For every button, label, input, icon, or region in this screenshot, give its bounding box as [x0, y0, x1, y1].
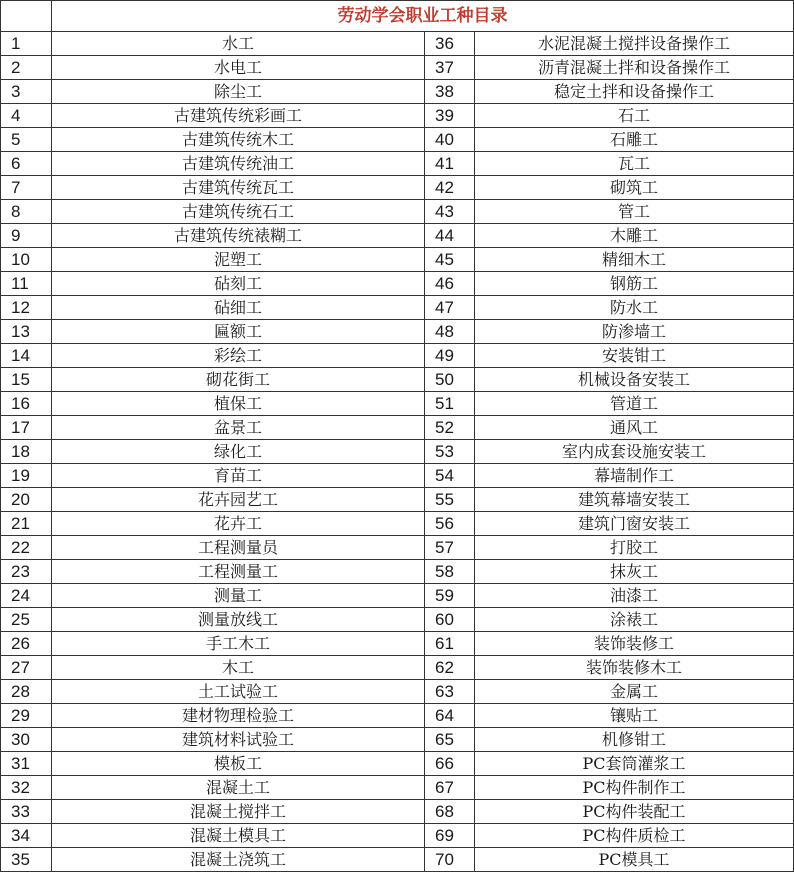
left-occupation-cell: 除尘工: [52, 80, 425, 104]
right-occupation-cell: 防渗墙工: [475, 320, 794, 344]
right-number-cell: 52: [425, 416, 475, 440]
table-row: [1, 176, 794, 200]
table-row: [1, 560, 794, 584]
table-row: [1, 368, 794, 392]
left-occupation-cell: 建材物理检验工: [52, 704, 425, 728]
left-occupation-cell: 花卉工: [52, 512, 425, 536]
right-number-cell: 70: [425, 848, 475, 872]
right-number-cell: 66: [425, 752, 475, 776]
right-occupation-cell: PC套筒灌浆工: [475, 752, 794, 776]
right-occupation-cell: 机械设备安装工: [475, 368, 794, 392]
right-number-cell: 36: [425, 32, 475, 56]
left-occupation-cell: 古建筑传统裱糊工: [52, 224, 425, 248]
left-number-cell: 13: [1, 320, 52, 344]
table-row: [1, 248, 794, 272]
table-row: [1, 608, 794, 632]
title-row: [1, 1, 794, 32]
left-number-cell: 11: [1, 272, 52, 296]
left-number-cell: 24: [1, 584, 52, 608]
left-occupation-cell: 古建筑传统石工: [52, 200, 425, 224]
left-number-cell: 16: [1, 392, 52, 416]
table-row: [1, 704, 794, 728]
table-row: [1, 512, 794, 536]
right-occupation-cell: 装饰装修木工: [475, 656, 794, 680]
right-occupation-cell: PC构件制作工: [475, 776, 794, 800]
left-number-cell: 10: [1, 248, 52, 272]
right-number-cell: 40: [425, 128, 475, 152]
left-number-cell: 8: [1, 200, 52, 224]
left-occupation-cell: 彩绘工: [52, 344, 425, 368]
right-number-cell: 64: [425, 704, 475, 728]
left-occupation-cell: 匾额工: [52, 320, 425, 344]
table-row: [1, 200, 794, 224]
right-occupation-cell: 安装钳工: [475, 344, 794, 368]
right-occupation-cell: 建筑门窗安装工: [475, 512, 794, 536]
table-row: [1, 680, 794, 704]
right-number-cell: 44: [425, 224, 475, 248]
right-occupation-cell: 石工: [475, 104, 794, 128]
right-number-cell: 50: [425, 368, 475, 392]
table-row: [1, 632, 794, 656]
right-number-cell: 63: [425, 680, 475, 704]
left-occupation-cell: 绿化工: [52, 440, 425, 464]
right-number-cell: 46: [425, 272, 475, 296]
left-number-cell: 19: [1, 464, 52, 488]
left-number-cell: 27: [1, 656, 52, 680]
left-number-cell: 33: [1, 800, 52, 824]
table-row: [1, 728, 794, 752]
left-number-cell: 18: [1, 440, 52, 464]
left-occupation-cell: 育苗工: [52, 464, 425, 488]
left-occupation-cell: 模板工: [52, 752, 425, 776]
corner-cell: [1, 1, 52, 32]
left-number-cell: 3: [1, 80, 52, 104]
left-occupation-cell: 混凝土浇筑工: [52, 848, 425, 872]
left-number-cell: 14: [1, 344, 52, 368]
right-number-cell: 58: [425, 560, 475, 584]
right-occupation-cell: 抹灰工: [475, 560, 794, 584]
table-row: [1, 128, 794, 152]
left-number-cell: 34: [1, 824, 52, 848]
right-occupation-cell: 石雕工: [475, 128, 794, 152]
left-occupation-cell: 混凝土搅拌工: [52, 800, 425, 824]
left-occupation-cell: 土工试验工: [52, 680, 425, 704]
right-occupation-cell: 金属工: [475, 680, 794, 704]
left-number-cell: 26: [1, 632, 52, 656]
right-number-cell: 51: [425, 392, 475, 416]
left-number-cell: 4: [1, 104, 52, 128]
table-row: [1, 824, 794, 848]
right-number-cell: 43: [425, 200, 475, 224]
left-occupation-cell: 木工: [52, 656, 425, 680]
left-occupation-cell: 水工: [52, 32, 425, 56]
right-occupation-cell: 精细木工: [475, 248, 794, 272]
right-occupation-cell: 稳定土拌和设备操作工: [475, 80, 794, 104]
table-row: [1, 80, 794, 104]
left-number-cell: 1: [1, 32, 52, 56]
left-number-cell: 6: [1, 152, 52, 176]
table-row: [1, 848, 794, 872]
left-number-cell: 29: [1, 704, 52, 728]
left-occupation-cell: 古建筑传统彩画工: [52, 104, 425, 128]
table-row: [1, 584, 794, 608]
left-number-cell: 32: [1, 776, 52, 800]
right-number-cell: 59: [425, 584, 475, 608]
table-row: [1, 344, 794, 368]
left-number-cell: 5: [1, 128, 52, 152]
table-row: [1, 752, 794, 776]
right-number-cell: 62: [425, 656, 475, 680]
left-number-cell: 35: [1, 848, 52, 872]
right-occupation-cell: 打胶工: [475, 536, 794, 560]
right-occupation-cell: 油漆工: [475, 584, 794, 608]
table-row: [1, 32, 794, 56]
right-number-cell: 37: [425, 56, 475, 80]
right-number-cell: 42: [425, 176, 475, 200]
right-occupation-cell: 建筑幕墙安装工: [475, 488, 794, 512]
right-occupation-cell: 水泥混凝土搅拌设备操作工: [475, 32, 794, 56]
right-occupation-cell: 镶贴工: [475, 704, 794, 728]
right-number-cell: 60: [425, 608, 475, 632]
right-number-cell: 56: [425, 512, 475, 536]
right-occupation-cell: 木雕工: [475, 224, 794, 248]
left-number-cell: 17: [1, 416, 52, 440]
table-row: [1, 152, 794, 176]
right-number-cell: 65: [425, 728, 475, 752]
right-occupation-cell: 瓦工: [475, 152, 794, 176]
left-occupation-cell: 工程测量员: [52, 536, 425, 560]
right-number-cell: 38: [425, 80, 475, 104]
left-occupation-cell: 盆景工: [52, 416, 425, 440]
left-number-cell: 25: [1, 608, 52, 632]
table-row: [1, 656, 794, 680]
table-row: [1, 488, 794, 512]
table-row: [1, 536, 794, 560]
right-occupation-cell: 幕墙制作工: [475, 464, 794, 488]
right-occupation-cell: 管道工: [475, 392, 794, 416]
left-occupation-cell: 砧刻工: [52, 272, 425, 296]
left-number-cell: 12: [1, 296, 52, 320]
table-row: [1, 416, 794, 440]
table-row: [1, 440, 794, 464]
table-row: [1, 224, 794, 248]
right-occupation-cell: 室内成套设施安装工: [475, 440, 794, 464]
right-occupation-cell: 涂裱工: [475, 608, 794, 632]
right-number-cell: 48: [425, 320, 475, 344]
table-row: [1, 104, 794, 128]
right-number-cell: 39: [425, 104, 475, 128]
right-number-cell: 55: [425, 488, 475, 512]
table-row: [1, 296, 794, 320]
page-title: 劳动学会职业工种目录: [52, 1, 794, 32]
left-number-cell: 9: [1, 224, 52, 248]
right-number-cell: 54: [425, 464, 475, 488]
right-number-cell: 53: [425, 440, 475, 464]
left-occupation-cell: 水电工: [52, 56, 425, 80]
left-occupation-cell: 古建筑传统油工: [52, 152, 425, 176]
right-occupation-cell: 机修钳工: [475, 728, 794, 752]
left-occupation-cell: 砧细工: [52, 296, 425, 320]
right-occupation-cell: 装饰装修工: [475, 632, 794, 656]
left-occupation-cell: 砌花街工: [52, 368, 425, 392]
left-number-cell: 20: [1, 488, 52, 512]
left-number-cell: 21: [1, 512, 52, 536]
right-number-cell: 68: [425, 800, 475, 824]
left-number-cell: 2: [1, 56, 52, 80]
table-row: [1, 800, 794, 824]
table-body: [1, 1, 794, 872]
table-row: [1, 464, 794, 488]
left-number-cell: 7: [1, 176, 52, 200]
left-occupation-cell: 工程测量工: [52, 560, 425, 584]
left-number-cell: 15: [1, 368, 52, 392]
left-occupation-cell: 建筑材料试验工: [52, 728, 425, 752]
table-row: [1, 56, 794, 80]
left-occupation-cell: 混凝土工: [52, 776, 425, 800]
right-occupation-cell: PC构件装配工: [475, 800, 794, 824]
left-occupation-cell: 手工木工: [52, 632, 425, 656]
left-occupation-cell: 植保工: [52, 392, 425, 416]
right-occupation-cell: PC模具工: [475, 848, 794, 872]
right-number-cell: 67: [425, 776, 475, 800]
table-row: [1, 776, 794, 800]
right-occupation-cell: 管工: [475, 200, 794, 224]
left-number-cell: 23: [1, 560, 52, 584]
right-number-cell: 45: [425, 248, 475, 272]
left-occupation-cell: 古建筑传统木工: [52, 128, 425, 152]
right-number-cell: 41: [425, 152, 475, 176]
right-number-cell: 47: [425, 296, 475, 320]
left-occupation-cell: 花卉园艺工: [52, 488, 425, 512]
right-occupation-cell: 沥青混凝土拌和设备操作工: [475, 56, 794, 80]
right-number-cell: 69: [425, 824, 475, 848]
right-occupation-cell: 通风工: [475, 416, 794, 440]
left-number-cell: 22: [1, 536, 52, 560]
right-occupation-cell: 砌筑工: [475, 176, 794, 200]
right-number-cell: 61: [425, 632, 475, 656]
table-row: [1, 392, 794, 416]
left-number-cell: 30: [1, 728, 52, 752]
left-occupation-cell: 古建筑传统瓦工: [52, 176, 425, 200]
right-occupation-cell: 防水工: [475, 296, 794, 320]
left-occupation-cell: 混凝土模具工: [52, 824, 425, 848]
left-occupation-cell: 泥塑工: [52, 248, 425, 272]
right-number-cell: 57: [425, 536, 475, 560]
left-occupation-cell: 测量工: [52, 584, 425, 608]
table-row: [1, 320, 794, 344]
table-row: [1, 272, 794, 296]
right-number-cell: 49: [425, 344, 475, 368]
right-occupation-cell: PC构件质检工: [475, 824, 794, 848]
right-occupation-cell: 钢筋工: [475, 272, 794, 296]
left-occupation-cell: 测量放线工: [52, 608, 425, 632]
left-number-cell: 28: [1, 680, 52, 704]
left-number-cell: 31: [1, 752, 52, 776]
